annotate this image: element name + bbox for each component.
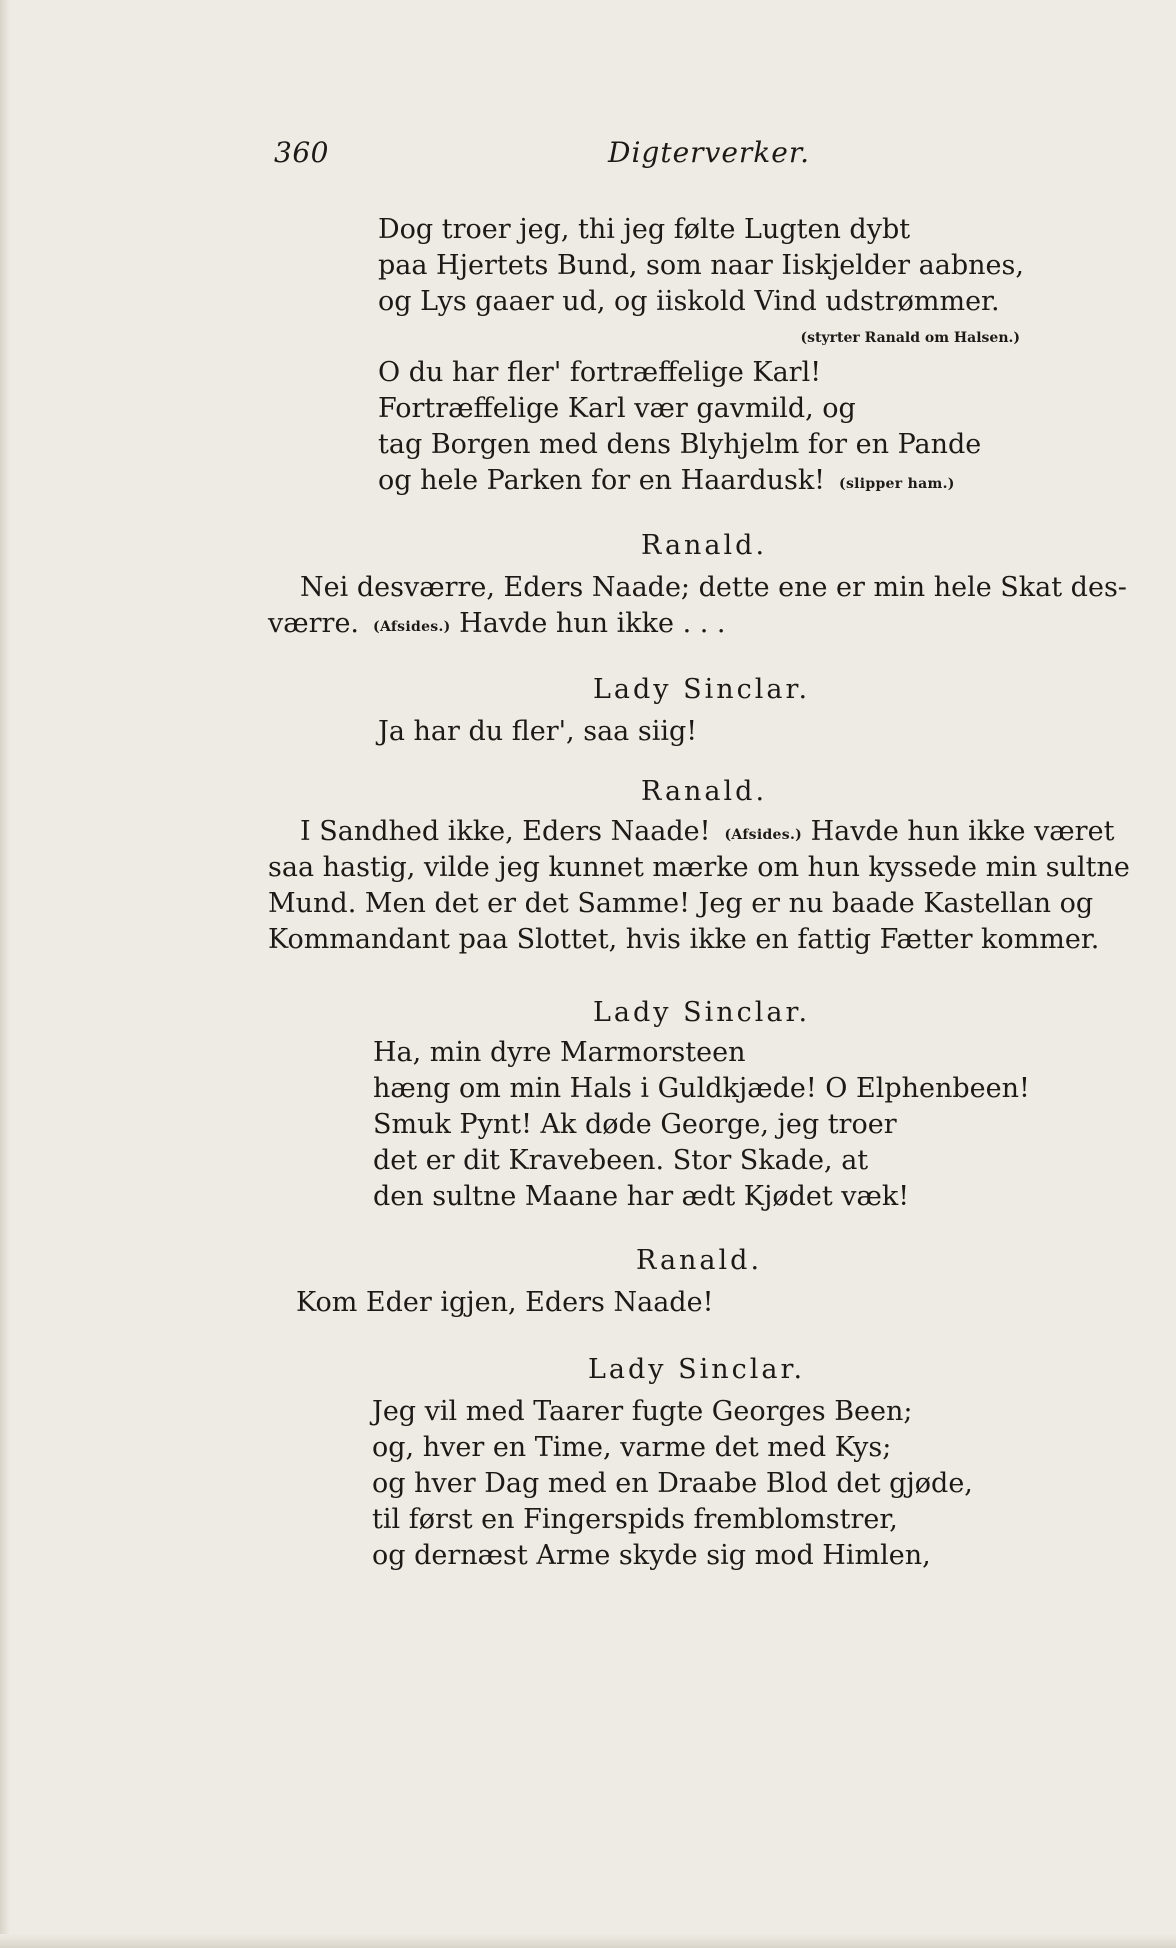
- prose-line: Nei desværre, Eders Naade; dette ene er min hele Skat des-: [300, 572, 1127, 603]
- prose-line: Kom Eder igjen, Eders Naade!: [296, 1287, 714, 1318]
- verse-line: det er dit Kravebeen. Stor Skade, at: [373, 1145, 869, 1176]
- speaker-name: Ranald.: [636, 1245, 763, 1276]
- speech-lady-3: [372, 1394, 1072, 1574]
- verse-line: Ha, min dyre Marmorsteen: [373, 1037, 746, 1068]
- speaker-name: Lady Sinclar.: [593, 674, 811, 705]
- prose-text: I Sandhed ikke, Eders Naade!: [300, 816, 711, 847]
- page-number: 360: [274, 136, 329, 169]
- prose-line: saa hastig, vilde jeg kunnet mærke om hun kyssede min sultne: [268, 852, 1130, 883]
- prose-text: værre.: [268, 608, 360, 639]
- running-title: Digterverker.: [608, 136, 811, 169]
- verse-line: og hver Dag med en Draabe Blod det gjøde,: [372, 1468, 973, 1499]
- verse-line: Fortræffelige Karl vær gavmild, og: [378, 393, 856, 424]
- verse-line: den sultne Maane har ædt Kjødet væk!: [373, 1181, 910, 1212]
- prose-line: Kommandant paa Slottet, hvis ikke en fattig Fætter kommer.: [268, 924, 1100, 955]
- page-edge-bottom: [0, 1934, 1176, 1948]
- stage-direction: (Afsides.): [724, 827, 803, 843]
- verse-line: og, hver en Time, varme det med Kys;: [372, 1432, 892, 1463]
- prose-line: [268, 606, 1128, 642]
- speaker-name: Lady Sinclar.: [588, 1354, 806, 1385]
- speech-lady-2: [373, 1035, 1073, 1215]
- prose-line: [268, 814, 1128, 850]
- prose-text: Havde hun ikke været: [810, 816, 1115, 847]
- speaker-name: Lady Sinclar.: [593, 997, 811, 1028]
- stage-direction: (styrter Ranald om Halsen.): [800, 330, 1020, 346]
- verse-block-2: [378, 355, 1018, 499]
- verse-line: Jeg vil med Taarer fugte Georges Been;: [372, 1396, 913, 1427]
- page-header: [268, 136, 828, 176]
- speech-ranald-2: [268, 814, 1128, 958]
- verse-line: til først en Fingerspids fremblomstrer,: [372, 1504, 898, 1535]
- verse-block-1: [378, 212, 1024, 356]
- verse-line: paa Hjertets Bund, som naar Iiskjelder aabnes,: [378, 250, 1024, 281]
- verse-line: tag Borgen med dens Blyhjelm for en Pande: [378, 429, 982, 460]
- verse-line: Ja har du fler', saa siig!: [378, 716, 698, 747]
- verse-line: hæng om min Hals i Guldkjæde! O Elphenbeen!: [373, 1073, 1030, 1104]
- verse-line: og Lys gaaer ud, og iiskold Vind udstrømmer.: [378, 286, 1000, 317]
- verse-line: Dog troer jeg, thi jeg følte Lugten dybt: [378, 214, 911, 245]
- stage-direction: (slipper ham.): [839, 476, 955, 492]
- speech-ranald-1: [268, 570, 1128, 642]
- verse-line: Smuk Pynt! Ak døde George, jeg troer: [373, 1109, 897, 1140]
- stage-direction: (Afsides.): [373, 619, 451, 635]
- verse-text: og hele Parken for en Haardusk!: [378, 465, 826, 496]
- speaker-name: Ranald.: [641, 776, 768, 807]
- prose-line: Mund. Men det er det Samme! Jeg er nu baade Kastellan og: [268, 888, 1094, 919]
- speech-ranald-3: [296, 1285, 996, 1321]
- verse-line: O du har fler' fortræffelige Karl!: [378, 357, 822, 388]
- prose-text: Havde hun ikke . . .: [459, 608, 726, 639]
- verse-line: og dernæst Arme skyde sig mod Himlen,: [372, 1540, 931, 1571]
- page-edge: [0, 0, 10, 1948]
- speaker-name: Ranald.: [641, 530, 768, 561]
- speech-lady-1: [378, 714, 978, 750]
- verse-line: [378, 463, 1018, 499]
